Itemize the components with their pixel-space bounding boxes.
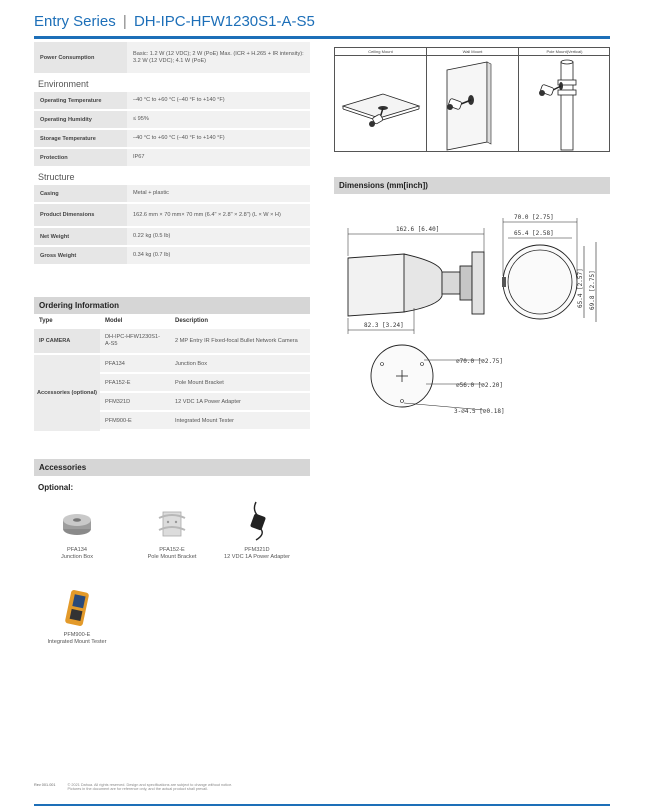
spec-row-st-temp xyxy=(34,130,310,149)
mount-table xyxy=(334,47,610,152)
spec-table xyxy=(34,42,310,266)
accessory-desc: Integrated Mount Tester xyxy=(47,639,107,645)
model-cell: PFA152-E xyxy=(105,379,131,386)
spec-value: Basic: 1.2 W (12 VDC); 2 W (PoE) Max. (ICR + H.265 + IR intensity): 3.2 W (12 VDC); 4.1 W (PoE) xyxy=(133,50,304,64)
pole-bracket-image xyxy=(137,505,207,543)
mount-ceiling xyxy=(335,48,427,151)
accessories-section xyxy=(34,459,310,476)
spec-label: Storage Temperature xyxy=(34,130,127,147)
mount-label: Wall Mount xyxy=(427,48,518,56)
accessory-pfm321d xyxy=(222,498,292,561)
spec-value: Metal + plastic xyxy=(133,190,169,196)
ordering-table xyxy=(34,297,310,431)
ceiling-mount-image xyxy=(335,56,426,157)
accessory-desc: Junction Box xyxy=(60,554,94,560)
spec-label: Protection xyxy=(34,149,127,166)
header-rule xyxy=(34,36,610,39)
side-view xyxy=(348,252,484,316)
base-plate-view xyxy=(371,345,433,407)
dim-length: 162.6 [6.40] xyxy=(396,226,440,233)
ordering-row-acc xyxy=(100,412,310,431)
header-separator: | xyxy=(122,13,127,30)
ordering-row-camera xyxy=(34,329,310,355)
dim-holes: 3-⌀4.5 [⌀0.18] xyxy=(454,408,505,415)
spec-row-protection xyxy=(34,149,310,168)
page-header xyxy=(34,13,315,30)
front-view xyxy=(502,245,577,319)
accessory-pfm900e xyxy=(42,588,112,646)
model-cell: PFM900-E xyxy=(105,417,132,424)
mount-pole xyxy=(519,48,610,151)
dimensions-title: Dimensions (mm[inch]) xyxy=(334,177,610,194)
spec-value: –40 °C to +60 °C (–40 °F to +140 °F) xyxy=(133,97,225,103)
ordering-row-acc xyxy=(100,355,310,374)
accessory-desc: 12 VDC 1A Power Adapter xyxy=(224,554,290,560)
model-cell: PFM321D xyxy=(105,398,131,405)
spec-value: 0.22 kg (0.5 lb) xyxy=(133,233,171,239)
accessory-name: PFM321D xyxy=(244,547,270,553)
spec-label: Operating Temperature xyxy=(34,92,127,109)
accessory-name: PFA152-E xyxy=(159,547,185,553)
dim-width-654: 65.4 [2.58] xyxy=(514,230,554,237)
spec-row-dimensions xyxy=(34,204,310,228)
spec-label: Operating Humidity xyxy=(34,111,127,128)
section-environment: Environment xyxy=(38,79,89,89)
spec-value: 0.34 kg (0.7 lb) xyxy=(133,252,171,258)
dim-width-70: 70.0 [2.75] xyxy=(514,214,554,221)
ordering-title: Ordering Information xyxy=(34,297,310,314)
description-cell: Pole Mount Bracket xyxy=(175,379,224,386)
spec-row-power xyxy=(34,42,310,75)
footer-rule xyxy=(34,804,610,806)
model-title: DH-IPC-HFW1230S1-A-S5 xyxy=(133,13,315,30)
ordering-row-acc xyxy=(100,374,310,393)
dimensions-drawing xyxy=(334,200,610,430)
series-title: Entry Series xyxy=(34,13,116,30)
accessory-name: PFA134 xyxy=(67,547,87,553)
mount-label: Pole Mount(Vertical) xyxy=(519,48,610,56)
spec-row-op-hum xyxy=(34,111,310,130)
ordering-accessories-block xyxy=(34,355,310,431)
dim-phi56: ⌀56.0 [⌀2.20] xyxy=(456,382,503,389)
description-cell: 2 MP Entry IR Fixed-focal Bullet Network Camera xyxy=(175,337,298,344)
ordering-header-row xyxy=(34,314,310,329)
pole-mount-image xyxy=(519,56,610,157)
spec-label: Gross Weight xyxy=(34,247,127,264)
accessory-desc: Pole Mount Bracket xyxy=(147,554,197,560)
spec-label: Net Weight xyxy=(34,228,127,245)
spec-value: IP67 xyxy=(133,154,145,160)
spec-row-op-temp xyxy=(34,92,310,111)
disclaimer-line: Pictures in the document are for reference only, and the actual product shall prevail. xyxy=(67,787,209,791)
accessory-name: PFM900-E xyxy=(63,632,91,638)
accessory-pfa134 xyxy=(42,505,112,561)
dim-height-698: 69.8 [2.75] xyxy=(589,270,596,310)
accessories-title: Accessories xyxy=(34,459,310,476)
type-cell: Accessories (optional) xyxy=(34,355,100,431)
footer xyxy=(34,783,232,791)
dim-phi70: ⌀70.0 [⌀2.75] xyxy=(456,358,503,365)
spec-row-gross-weight xyxy=(34,247,310,266)
spec-label: Product Dimensions xyxy=(34,204,127,226)
header-model: Model xyxy=(105,318,123,324)
description-cell: Junction Box xyxy=(175,360,208,367)
junction-box-image xyxy=(42,505,112,543)
model-cell: PFA134 xyxy=(105,360,125,367)
ordering-row-acc xyxy=(100,393,310,412)
spec-row-net-weight xyxy=(34,228,310,247)
power-adapter-image xyxy=(222,498,292,543)
type-cell: IP CAMERA xyxy=(34,329,100,353)
spec-label: Casing xyxy=(34,185,127,202)
description-cell: 12 VDC 1A Power Adapter xyxy=(175,398,241,405)
copyright-line: © 2021 Dahua. All rights reserved. Design and specifications are subject to change without notice. xyxy=(67,783,233,787)
mount-wall xyxy=(427,48,519,151)
description-cell: Integrated Mount Tester xyxy=(175,417,234,424)
mount-tester-image xyxy=(42,588,112,628)
optional-label: Optional: xyxy=(38,483,74,492)
header-description: Description xyxy=(175,318,209,324)
model-cell: DH-IPC-HFW1230S1-A-S5 xyxy=(105,334,161,347)
dim-short-length: 82.3 [3.24] xyxy=(364,322,404,329)
spec-row-casing xyxy=(34,185,310,204)
header-type: Type xyxy=(39,318,53,324)
accessory-pfa152e xyxy=(137,505,207,561)
wall-mount-image xyxy=(427,56,518,157)
spec-value: –40 °C to +60 °C (–40 °F to +140 °F) xyxy=(133,135,225,141)
revision: Rev 001.001 xyxy=(34,783,56,787)
spec-label: Power Consumption xyxy=(34,42,127,73)
mount-label: Ceiling Mount xyxy=(335,48,426,56)
section-structure: Structure xyxy=(38,172,75,182)
dim-height-654: 65.4 [2.57] xyxy=(577,268,584,308)
spec-value: ≤ 95% xyxy=(133,116,149,122)
spec-value: 162.6 mm × 70 mm× 70 mm (6.4" × 2.8" × 2.8") (L × W × H) xyxy=(133,211,281,218)
